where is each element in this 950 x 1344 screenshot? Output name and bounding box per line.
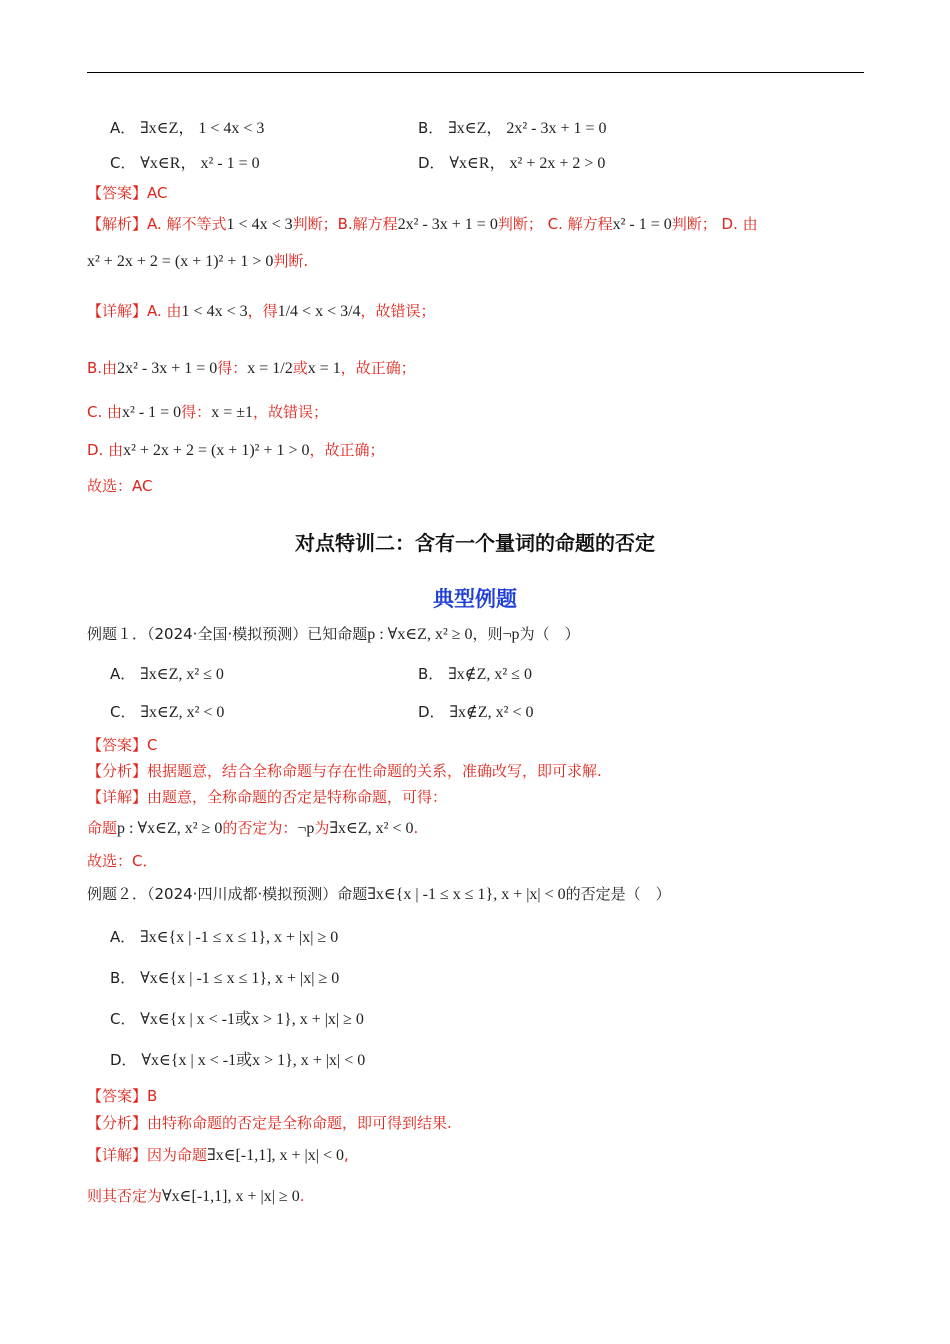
detail-text: 的否定为： — [222, 819, 298, 837]
stem-math: p : ∀x∈Z, x² ≥ 0 — [367, 626, 473, 643]
q0-choose: 故选：AC — [87, 477, 153, 495]
option-c-label: C． — [110, 154, 136, 172]
detail-text: 命题 — [87, 819, 118, 837]
detail-text: 得： — [217, 359, 248, 377]
option-a — [110, 118, 264, 139]
detail-text: B.由 — [87, 359, 118, 377]
detail-math: ∃x∈Z, x² < 0 — [329, 820, 414, 837]
analysis-text: 判断. — [273, 252, 309, 270]
ex1-answer: 【答案】C — [87, 736, 158, 754]
ex1-choose: 故选：C． — [87, 852, 158, 870]
detail-text: ，故正确； — [340, 359, 416, 377]
ex2-analysis: 【分析】由特称命题的否定是全称命题，即可得到结果. — [87, 1114, 452, 1132]
analysis-text: 【解析】A. 解不等式 — [87, 215, 227, 233]
ex1-option-c — [110, 702, 224, 723]
option-label: B． — [110, 969, 136, 987]
option-b-label: B． — [418, 119, 444, 137]
option-math: ∃x∉Z, x² ≤ 0 — [448, 666, 532, 683]
ex1-option-b — [418, 664, 532, 685]
detail-math: x = 1/2 — [247, 360, 293, 377]
detail-text: C. 由 — [87, 403, 123, 421]
option-label: C． — [110, 703, 136, 721]
analysis-text: 判断； C. 解方程 — [497, 215, 613, 233]
detail-math: x = 1 — [307, 360, 341, 377]
stem-math: ¬p — [502, 626, 520, 643]
detail-math: ∃x∈[-1,1], x + |x| < 0 — [207, 1147, 344, 1164]
option-label: B． — [418, 665, 444, 683]
detail-text: 【详解】因为命题 — [87, 1146, 208, 1164]
detail-text: D. 由 — [87, 441, 124, 459]
option-math: ∀x∈{x | x < -1或x > 1}, x + |x| ≥ 0 — [140, 1011, 364, 1028]
q0-detail-c — [87, 402, 328, 423]
ex2-final — [87, 1186, 305, 1207]
option-label: D． — [110, 1051, 137, 1069]
detail-text: 则其否定为 — [87, 1187, 163, 1205]
ex2-detail — [87, 1145, 349, 1166]
ex2-option-a — [110, 927, 338, 948]
option-d-label: D． — [418, 154, 445, 172]
option-c — [110, 153, 260, 174]
q0-analysis-line1 — [87, 214, 758, 235]
option-math: ∃x∈Z, x² ≤ 0 — [140, 666, 224, 683]
option-label: A． — [110, 665, 136, 683]
ex1-option-a — [110, 664, 224, 685]
detail-math: x² + 2x + 2 = (x + 1)² + 1 > 0 — [123, 442, 310, 459]
analysis-math: 1 < 4x < 3 — [226, 216, 293, 233]
detail-math: x² - 1 = 0 — [122, 404, 182, 421]
detail-math: 1 < 4x < 3 — [181, 303, 248, 320]
analysis-math: x² + 2x + 2 = (x + 1)² + 1 > 0 — [87, 253, 274, 270]
typical-title: 典型例题 — [433, 587, 517, 611]
option-math: ∃x∈{x | -1 ≤ x ≤ 1}, x + |x| ≥ 0 — [140, 929, 339, 946]
detail-math: p : ∀x∈Z, x² ≥ 0 — [117, 820, 223, 837]
ex2-answer: 【答案】B — [87, 1087, 158, 1105]
q0-analysis-line2 — [87, 251, 308, 272]
analysis-math: 2x² - 3x + 1 = 0 — [397, 216, 498, 233]
option-c-math: ∀x∈R， x² - 1 = 0 — [140, 155, 260, 172]
analysis-math: x² - 1 = 0 — [612, 216, 672, 233]
ex1-analysis: 【分析】根据题意，结合全称命题与存在性命题的关系，准确改写，即可求解. — [87, 762, 602, 780]
option-math: ∀x∈{x | -1 ≤ x ≤ 1}, x + |x| ≥ 0 — [140, 970, 340, 987]
detail-math: x = ±1 — [211, 404, 253, 421]
ex1-detail-line — [87, 818, 418, 839]
stem-math: ∃x∈{x | -1 ≤ x ≤ 1}, x + |x| < 0 — [367, 886, 566, 903]
option-math: ∀x∈{x | x < -1或x > 1}, x + |x| < 0 — [141, 1052, 366, 1069]
detail-math: 1/4 < x < 3/4 — [277, 303, 361, 320]
option-a-label: A． — [110, 119, 136, 137]
stem-text: 的否定是（ ） — [565, 885, 671, 903]
detail-text: 为 — [314, 819, 330, 837]
analysis-text: 判断； D. 由 — [671, 215, 758, 233]
option-a-math: ∃x∈Z， 1 < 4x < 3 — [140, 120, 265, 137]
detail-text: 得： — [181, 403, 212, 421]
option-math: ∃x∉Z, x² < 0 — [449, 704, 534, 721]
detail-text: ，故错误； — [253, 403, 329, 421]
detail-math: 2x² - 3x + 1 = 0 — [117, 360, 218, 377]
detail-text: . — [413, 819, 419, 837]
detail-text: ，得 — [247, 302, 278, 320]
option-label: A． — [110, 928, 136, 946]
option-b — [418, 118, 607, 139]
stem-text: 例题２．（2024·四川成都·模拟预测）命题 — [87, 885, 368, 903]
detail-text: . — [299, 1187, 305, 1205]
option-b-math: ∃x∈Z， 2x² - 3x + 1 = 0 — [448, 120, 607, 137]
detail-text: , — [343, 1146, 349, 1164]
ex2-option-c — [110, 1009, 364, 1030]
q0-answer: 【答案】AC — [87, 184, 168, 202]
detail-text: ，故错误； — [360, 302, 436, 320]
q0-detail-b — [87, 358, 416, 379]
ex2-option-d — [110, 1050, 365, 1071]
detail-text: 或 — [292, 359, 308, 377]
ex2-stem — [87, 884, 671, 905]
stem-text: 为（ ） — [519, 625, 580, 643]
option-label: D． — [418, 703, 445, 721]
ex1-option-d — [418, 702, 533, 723]
detail-math: ∀x∈[-1,1], x + |x| ≥ 0 — [162, 1188, 300, 1205]
q0-detail-d — [87, 440, 385, 461]
header-rule — [87, 72, 864, 73]
detail-math: ¬p — [297, 820, 315, 837]
section-title: 对点特训二：含有一个量词的命题的否定 — [295, 531, 655, 555]
q0-detail-a — [87, 301, 436, 322]
detail-text: 【详解】A. 由 — [87, 302, 182, 320]
ex1-stem — [87, 624, 580, 645]
option-label: C． — [110, 1010, 136, 1028]
option-d — [418, 153, 605, 174]
option-math: ∃x∈Z, x² < 0 — [140, 704, 225, 721]
stem-text: ，则 — [472, 625, 503, 643]
detail-text: ，故正确； — [309, 441, 385, 459]
ex2-option-b — [110, 968, 339, 989]
analysis-text: 判断；B.解方程 — [292, 215, 398, 233]
option-d-math: ∀x∈R， x² + 2x + 2 > 0 — [449, 155, 606, 172]
ex1-detail: 【详解】由题意，全称命题的否定是特称命题，可得： — [87, 788, 448, 806]
stem-text: 例题１．（2024·全国·模拟预测）已知命题 — [87, 625, 368, 643]
